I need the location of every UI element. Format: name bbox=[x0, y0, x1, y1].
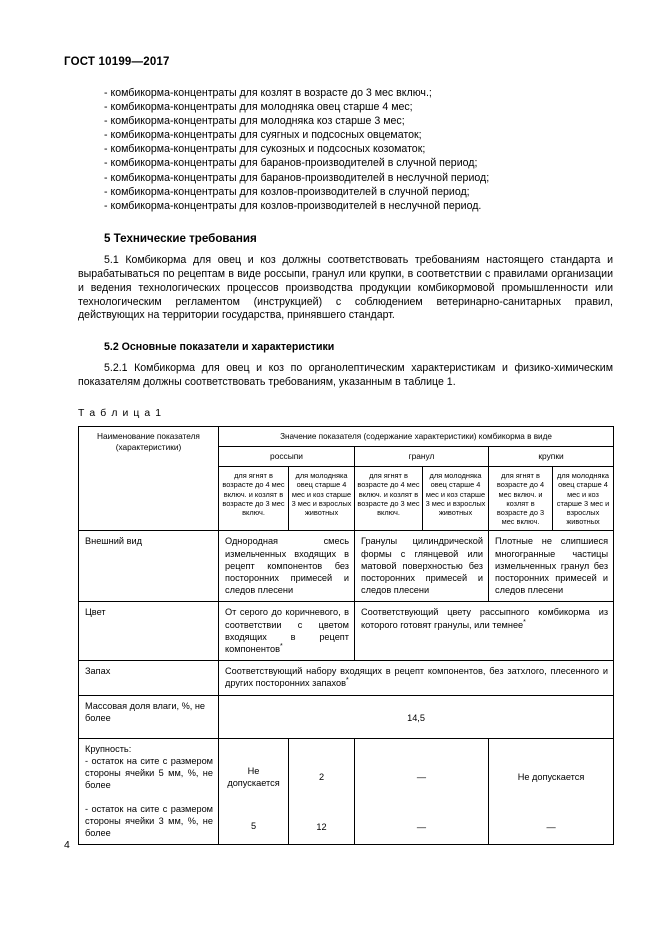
list-item: - комбикорма-концентраты для баранов-производителей в неслучной период; bbox=[104, 171, 490, 184]
page-content bbox=[78, 86, 613, 845]
footnote-marker: * bbox=[346, 677, 349, 685]
cell-smell-value bbox=[219, 661, 614, 695]
header-subcolumn-4: для молодняка овец старше 4 мес и коз старше 3 мес и взрослых животных bbox=[423, 467, 489, 531]
list-item: - комбикорма-концентраты для суягных и подсосных овцематок; bbox=[104, 129, 422, 142]
header-subcolumn-6: для молодняка овец старше 4 мес и коз старше 3 мес и взрослых животных bbox=[553, 467, 614, 531]
paragraph-5-1: 5.1 Комбикорма для овец и коз должны соответствовать требованиям настоящего стандарта и вырабатываться по рецептам в виде россыпи, гранул или крупки, в соответствии с правилами организации и ведения технологических процессов производства продукции комбикормовой промышленности или технологическим регламентом (инструкцией) с соблюдением ветеринарно-санитарных правил, действующих на территории государства, принявшего стандарт. bbox=[78, 253, 613, 322]
table-row bbox=[79, 661, 614, 695]
cell-appearance-rossypi: Однородная смесь измельченных входящих в рецепт компонентов без посторонних примесей и следов плесени bbox=[219, 531, 355, 602]
cell-smell-text: Соответствующий набору входящих в рецепт компонентов, без затхлого, плесенного и других посторонних запахов bbox=[225, 666, 609, 689]
paragraph-5-2-1: 5.2.1 Комбикорма для овец и коз по органолептическим характеристикам и физико-химическим показателям должны соответствовать требованиям, указанным в таблице 1. bbox=[78, 362, 613, 389]
header-subcolumn-3: для ягнят в возрасте до 4 мес включ. и козлят в возрасте до 3 мес включ. bbox=[355, 467, 423, 531]
footnote-marker: * bbox=[280, 642, 283, 650]
requirements-table bbox=[78, 426, 614, 845]
row-label-appearance: Внешний вид bbox=[79, 531, 219, 602]
section-heading-5: 5 Технические требования bbox=[104, 231, 257, 245]
header-indicator-name: Наименование показателя (характеристики) bbox=[79, 427, 219, 531]
table-row bbox=[79, 531, 614, 602]
list-item: - комбикорма-концентраты для козлят в возрасте до 3 мес включ.; bbox=[104, 87, 432, 99]
table-row bbox=[79, 602, 614, 661]
list-item: - комбикорма-концентраты для козлов-производителей в неслучной период. bbox=[104, 199, 482, 212]
list-item: - комбикорма-концентраты для баранов-производителей в случной период; bbox=[104, 157, 478, 170]
cell-appearance-granul: Гранулы цилиндрической формы с глянцевой или матовой поверхностью без посторонних примесей и следов плесени bbox=[355, 531, 489, 602]
sieve5-rossypi-young: Не допускается bbox=[227, 765, 280, 789]
cell-granularity-krupki bbox=[489, 738, 614, 844]
header-group-rossypi: россыпи bbox=[219, 447, 355, 467]
sieve5-rossypi-adult: 2 bbox=[318, 771, 325, 782]
cell-moisture-value: 14,5 bbox=[219, 695, 614, 738]
cell-color-rest-text: Соответствующий цвету рассыпного комбикорма из которого готовят гранулы, или темнее bbox=[361, 607, 609, 630]
header-group-granul: гранул bbox=[355, 447, 489, 467]
granularity-title: Крупность: bbox=[85, 743, 132, 754]
granularity-sieve5-label: - остаток на сите с размером стороны ячейки 5 мм, %, не более bbox=[85, 756, 213, 791]
product-type-list bbox=[78, 86, 613, 213]
cell-color-rest bbox=[355, 602, 614, 661]
row-label-moisture: Массовая доля влаги, %, не более bbox=[79, 695, 219, 738]
row-label-smell: Запах bbox=[79, 661, 219, 695]
sieve3-krupki: — bbox=[546, 822, 556, 833]
section-heading-5-2: 5.2 Основные показатели и характеристики bbox=[104, 341, 335, 354]
sieve3-granul: — bbox=[416, 822, 427, 833]
list-item: - комбикорма-концентраты для молодняка овец старше 4 мес; bbox=[104, 101, 413, 114]
granularity-sieve3-label: - остаток на сите с размером стороны ячейки 3 мм, %, не более bbox=[85, 803, 213, 839]
sieve5-krupki: Не допускается bbox=[517, 771, 585, 782]
sieve5-granul: — bbox=[416, 771, 427, 782]
footnote-marker: * bbox=[523, 618, 526, 626]
cell-color-rossypi bbox=[219, 602, 355, 661]
list-item: - комбикорма-концентраты для сукозных и подсосных козоматок; bbox=[104, 143, 426, 156]
spacer bbox=[85, 792, 213, 803]
cell-appearance-krupki: Плотные не слипшиеся многогранные частицы измельченных гранул без посторонних примесей и следов плесени bbox=[489, 531, 614, 602]
row-label-color: Цвет bbox=[79, 602, 219, 661]
header-subcolumn-5: для ягнят в возрасте до 4 мес включ. и козлят в возрасте до 3 мес включ. bbox=[489, 467, 553, 531]
list-item: - комбикорма-концентраты для молодняка коз старше 3 мес; bbox=[104, 115, 405, 128]
table-row bbox=[79, 695, 614, 738]
table-caption: Т а б л и ц а 1 bbox=[78, 408, 163, 420]
table-row bbox=[79, 738, 614, 844]
sieve3-rossypi-young: 5 bbox=[250, 821, 257, 832]
header-value-span: Значение показателя (содержание характеристики) комбикорма в виде bbox=[219, 427, 614, 447]
header-group-krupki: крупки bbox=[489, 447, 614, 467]
page-number: 4 bbox=[64, 840, 70, 851]
header-subcolumn-2: для молодняка овец старше 4 мес и коз старше 3 мес и взрослых животных bbox=[289, 467, 355, 531]
cell-granularity-rossypi-adult bbox=[289, 738, 355, 844]
cell-granularity-rossypi-young bbox=[219, 738, 289, 844]
table-header-row-1 bbox=[79, 427, 614, 447]
list-item: - комбикорма-концентраты для козлов-производителей в случной период; bbox=[104, 185, 470, 198]
cell-granularity-granul bbox=[355, 738, 489, 844]
sieve3-rossypi-adult: 12 bbox=[316, 822, 327, 833]
cell-color-rossypi-text: От серого до коричневого, в соответствии с цветом входящих в рецепт компонентов bbox=[225, 607, 349, 655]
document-header-standard-number: ГОСТ 10199—2017 bbox=[64, 56, 170, 68]
row-label-granularity bbox=[79, 738, 219, 844]
header-subcolumn-1: для ягнят в возрасте до 4 мес включ. и козлят в возрасте до 3 мес включ. bbox=[219, 467, 289, 531]
